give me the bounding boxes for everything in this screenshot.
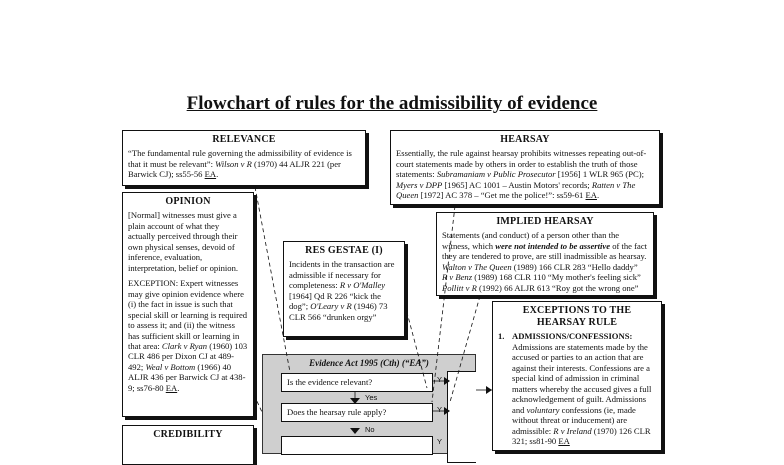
no-label-1: No — [365, 425, 375, 434]
exceptions-item-number: 1. — [498, 331, 505, 342]
page-title: Flowchart of rules for the admissibility of evidence — [186, 93, 598, 114]
y-label-q2: Y — [437, 405, 443, 414]
hearsay-heading: HEARSAY — [500, 134, 550, 145]
res-gestae-text: Incidents in the transaction are admissible if necessary for completeness: R v O'Malley [1964] Qd R 226 “kick the dog”; O'Leary v R (1946) 73 CLR 566 “drunken orgy” — [289, 259, 395, 322]
credibility-heading: CREDIBILITY — [153, 429, 223, 440]
y-label-q3: Y — [437, 437, 443, 446]
connector-opinion — [254, 395, 262, 412]
exceptions-heading: EXCEPTIONS TO THE HEARSAY RULE — [522, 305, 632, 329]
connector-implied — [450, 296, 480, 402]
question-hearsay: Does the hearsay rule apply? — [281, 403, 433, 422]
flowchart-heading: Evidence Act 1995 (Cth) (“EA”) — [309, 358, 429, 368]
connector-relevance-to-flow — [255, 187, 290, 372]
arrow-down-1 — [350, 398, 360, 404]
yes-label-1: Yes — [365, 393, 378, 402]
arrow-right-2 — [444, 407, 450, 415]
y-label-q1: Y — [437, 375, 443, 384]
implied-hearsay-heading: IMPLIED HEARSAY — [496, 216, 594, 227]
exceptions-item-text: ADMISSIONS/CONFESSIONS: Admissions are statements made by the accused or parties to an action that are against their interests. Confessions are a special kind of admission in criminal matters whereby the accused gives a full acknowledgement of guilt. Admissions and voluntary confessions (ie, made without threat or inducement) are admissible: R v Ireland (1970) 126 CLR 321; ss81-90 EA — [512, 331, 652, 447]
arrow-down-2 — [350, 428, 360, 434]
relevance-text: “The fundamental rule governing the admissibility of evidence is that it must be relevant”: Wilson v R (1970) 44 ALJR 221 (per Barwick CJ); ss55-56 EA. — [128, 148, 352, 180]
connector-hearsay-to-flow — [432, 206, 455, 402]
opinion-para-1: [Normal] witnesses must give a plain account of what they actually perceived through their own physical senses, devoid of inference, evaluation, interpretation, belief or opinion. — [128, 210, 239, 273]
arrow-right-3 — [486, 386, 492, 394]
res-gestae-heading: RES GESTAE (I) — [305, 245, 383, 256]
question-relevant: Is the evidence relevant? — [281, 373, 433, 392]
opinion-heading: OPINION — [165, 196, 211, 207]
implied-hearsay-text: Statements (and conduct) of a person other than the witness, which were not intended to be assertive of the fact they are tendered to prove, are still inadmissible as hearsay. Walton v The Queen (1989) 166 CLR 283 “Hello daddy” R v Benz (1989) 168 CLR 110 “My mother's feeling sick” Pollitt v R (1992) 66 ALJR 613 “Roy got the wrong one” — [442, 230, 648, 293]
relevance-heading: RELEVANCE — [212, 134, 276, 145]
arrow-right-1 — [444, 377, 450, 385]
connector-res-gestae — [405, 305, 427, 388]
opinion-exception: EXCEPTION: Expert witnesses may give opinion evidence where (i) the fact in issue is such that special skill or learning is required to assess it; and (ii) the witness has sufficient skill or learning in that area: Clark v Ryan (1960) 103 CLR 486 per Dixon CJ at 489-492; Weal v Bottom (1966) 40 ALJR 436 per Barwick CJ at 438-9; ss76-80 EA. — [128, 278, 248, 393]
hearsay-text: Essentially, the rule against hearsay prohibits witnesses repeating out-of-court statements made by others in order to establish the truth of those statements: Subramaniam v Public Prosecutor [1956] 1 WLR 965 (PC); Myers v DPP [1965] AC 1001 – Austin Motors' records; Ratten v The Queen [1972] AC 378 – “Get me the police!”: ss59-61 EA. — [396, 148, 647, 201]
